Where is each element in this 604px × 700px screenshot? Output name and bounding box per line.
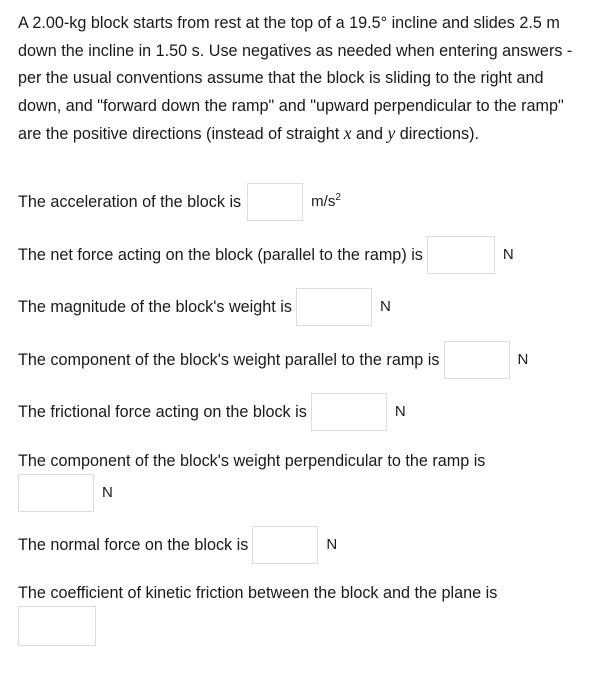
net-force-input[interactable]: [427, 236, 495, 274]
normal-force-input[interactable]: [252, 526, 318, 564]
kinetic-friction-coefficient-input[interactable]: [18, 606, 96, 646]
weight-perpendicular-unit: N: [102, 484, 113, 501]
question-net-force: [18, 236, 514, 274]
variable-y: y: [387, 123, 396, 143]
question-acceleration: [18, 183, 341, 221]
acceleration-unit: [311, 192, 341, 212]
friction-unit: N: [394, 403, 406, 420]
acceleration-label: The acceleration of the block is: [18, 193, 242, 211]
weight-unit: N: [379, 298, 391, 315]
normal-force-unit: N: [326, 536, 338, 553]
question-friction: [18, 393, 406, 431]
problem-text-part2: directions).: [395, 125, 479, 143]
kinetic-friction-answer-row: [18, 606, 100, 646]
acceleration-input[interactable]: [247, 183, 303, 221]
weight-perpendicular-input[interactable]: [18, 474, 94, 512]
friction-input[interactable]: [311, 393, 387, 431]
question-normal-force: [18, 526, 337, 564]
weight-label: The magnitude of the block's weight is: [18, 298, 292, 316]
problem-text-and: and: [351, 125, 388, 143]
kinetic-friction-coefficient-label: The coefficient of kinetic friction between the block and the plane is: [18, 584, 498, 602]
weight-parallel-unit: N: [517, 351, 529, 368]
friction-label: The frictional force acting on the block is: [18, 403, 307, 421]
weight-parallel-input[interactable]: [444, 341, 510, 379]
variable-x: x: [343, 123, 352, 143]
weight-input[interactable]: [296, 288, 372, 326]
problem-text-part1: A 2.00-kg block starts from rest at the top of a 19.5° incline and slides 2.5 m down the incline in 1.50 s. Use negatives as needed when entering answers - per the usual conventions assume that the block is sliding to the right and down, and "forward down the ramp" and "upward perpendicular to the ramp" are the positive directions (instead of straight: [18, 14, 573, 143]
weight-parallel-label: The component of the block's weight parallel to the ramp is: [18, 351, 440, 369]
net-force-label: The net force acting on the block (parallel to the ramp) is: [18, 246, 423, 264]
weight-perpendicular-label: The component of the block's weight perpendicular to the ramp is: [18, 452, 486, 470]
question-weight: [18, 288, 391, 326]
question-weight-perpendicular: [18, 451, 485, 471]
normal-force-label: The normal force on the block is: [18, 536, 249, 554]
question-weight-parallel: [18, 341, 528, 379]
question-kinetic-friction-coefficient: [18, 583, 497, 603]
net-force-unit: N: [502, 246, 514, 263]
problem-statement: [18, 10, 590, 149]
acceleration-unit-exponent: 2: [335, 192, 341, 203]
acceleration-unit-base: m/s: [311, 193, 336, 210]
weight-perpendicular-answer-row: [18, 474, 113, 512]
